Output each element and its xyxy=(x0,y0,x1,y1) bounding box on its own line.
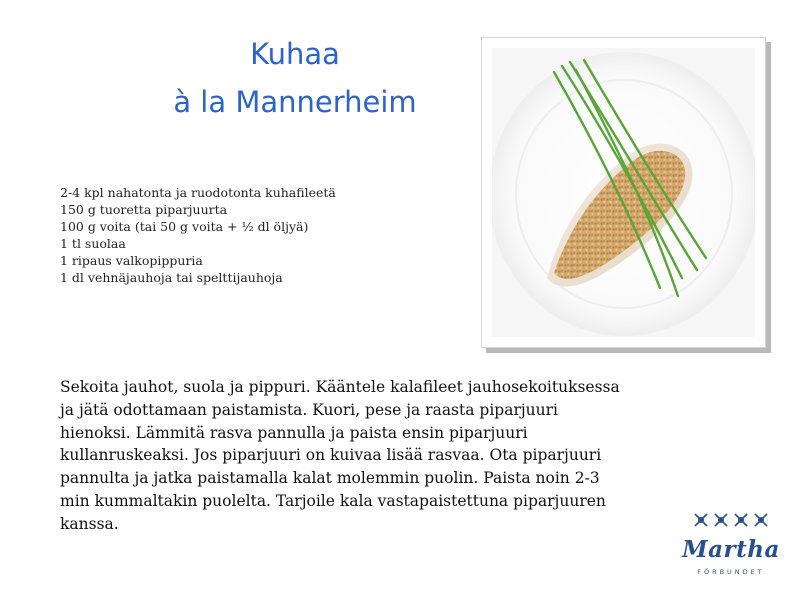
recipe-title xyxy=(100,30,490,126)
ingredient-item: 1 dl vehnäjauhoja tai spelttijauhoja xyxy=(60,270,283,285)
ornament-icon xyxy=(693,508,769,532)
ingredient-list xyxy=(60,184,460,286)
method-line: kullanruskeaksi. Jos piparjuuri on kuivaa lisää rasvaa. Ota piparjuuri xyxy=(60,446,602,465)
martha-logo xyxy=(681,508,781,588)
ingredient-item: 1 ripaus valkopippuria xyxy=(60,253,203,268)
method-text xyxy=(60,376,660,536)
dish-illustration xyxy=(492,48,755,337)
ingredient-item: 150 g tuoretta piparjuurta xyxy=(60,202,228,217)
ingredient-item: 100 g voita (tai 50 g voita + ½ dl öljyä) xyxy=(60,219,309,234)
title-line-2: à la Mannerheim xyxy=(173,85,417,119)
method-line: ja jätä odottamaan paistamista. Kuori, pese ja raasta piparjuuri xyxy=(60,400,558,419)
title-line-1: Kuhaa xyxy=(250,37,340,71)
dish-photo xyxy=(481,37,766,348)
logo-subtitle: FÖRBUNDET xyxy=(697,568,765,576)
ingredient-item: 2-4 kpl nahatonta ja ruodotonta kuhafileetä xyxy=(60,185,336,200)
method-line: pannulta ja jatka paistamalla kalat molemmin puolin. Paista noin 2-3 xyxy=(60,469,600,488)
logo-wordmark: Martha xyxy=(682,536,780,563)
method-line: Sekoita jauhot, suola ja pippuri. Kääntele kalafileet jauhosekoituksessa xyxy=(60,378,620,396)
ingredient-item: 1 tl suolaa xyxy=(60,236,126,251)
method-line: hienoksi. Lämmitä rasva pannulla ja paista ensin piparjuuri xyxy=(60,423,528,442)
method-line: min kummaltakin puolelta. Tarjoile kala vastapaistettuna piparjuuren xyxy=(60,491,606,510)
method-line: kanssa. xyxy=(60,514,119,533)
